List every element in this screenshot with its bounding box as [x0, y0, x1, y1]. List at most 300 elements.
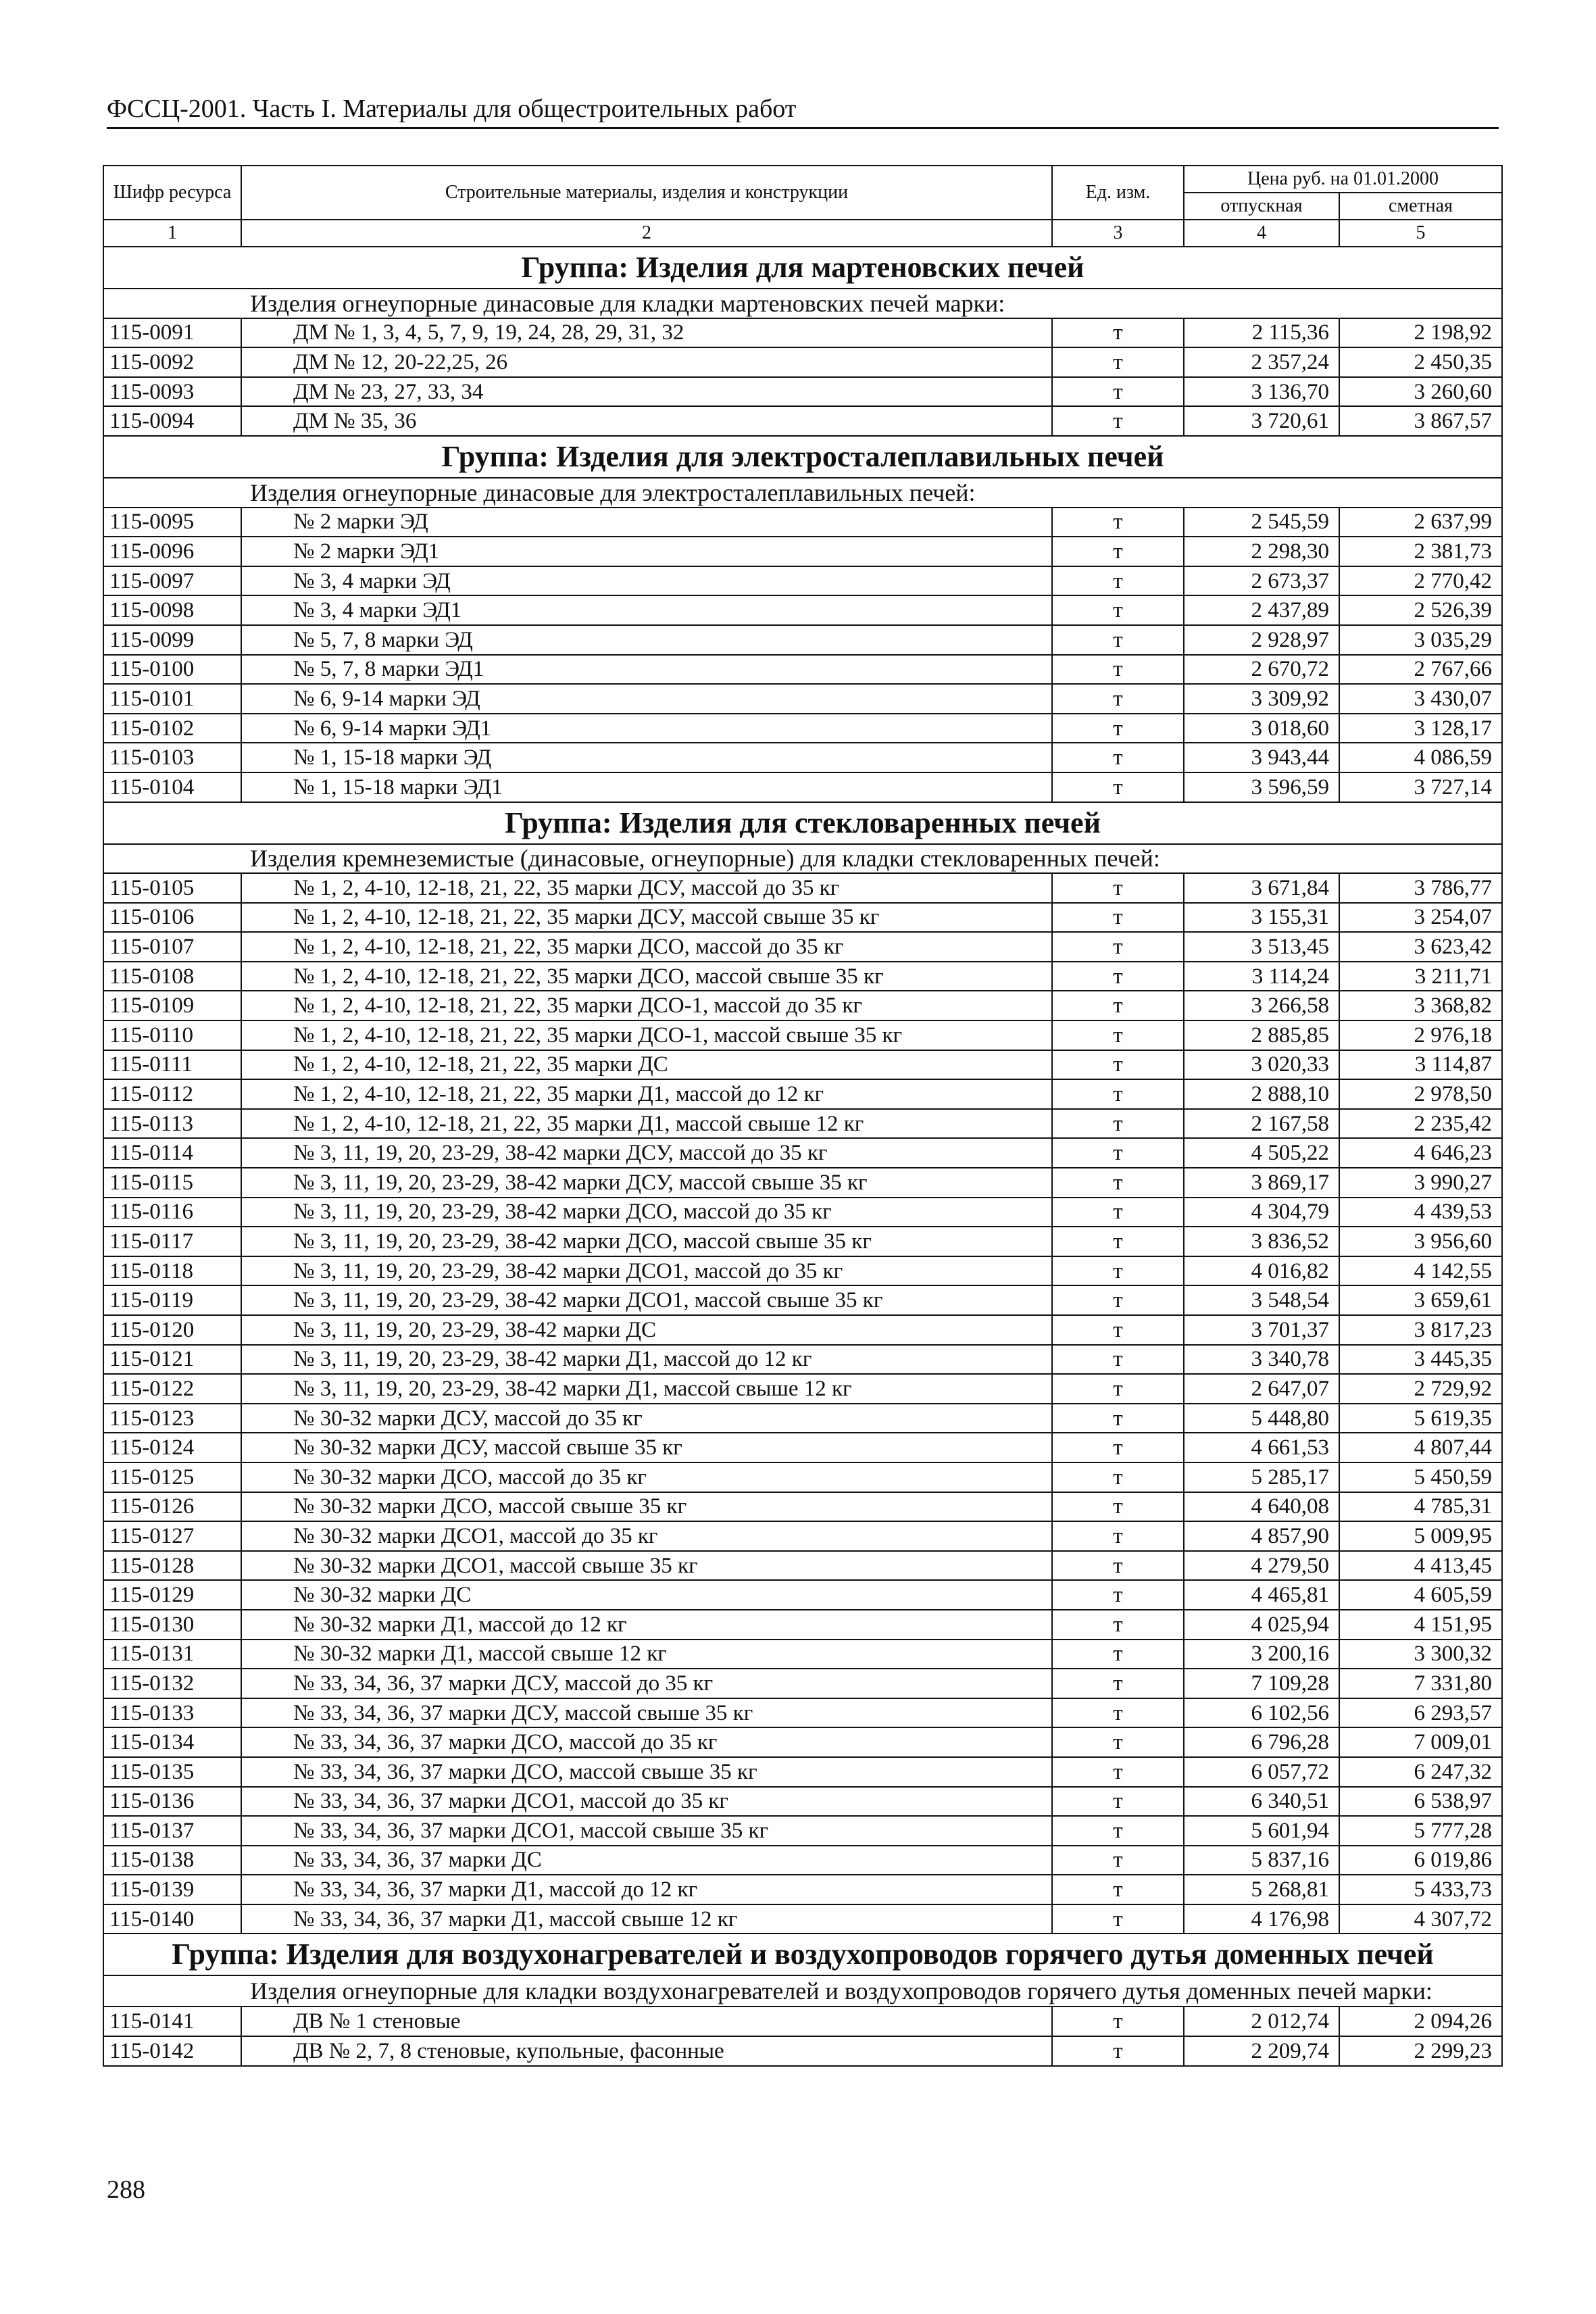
release-price: 2 115,36 — [1184, 318, 1339, 348]
col-header-price: Цена руб. на 01.01.2000 — [1184, 166, 1502, 193]
material-name: № 30-32 марки Д1, массой до 12 кг — [241, 1610, 1052, 1640]
table-row — [103, 684, 1502, 714]
resource-code: 115-0096 — [103, 537, 241, 566]
table-row — [103, 377, 1502, 407]
resource-code: 115-0115 — [103, 1168, 241, 1198]
release-price: 4 661,53 — [1184, 1433, 1339, 1462]
material-name: ДМ № 1, 3, 4, 5, 7, 9, 19, 24, 28, 29, 31, 32 — [241, 318, 1052, 348]
material-name: № 1, 2, 4-10, 12-18, 21, 22, 35 марки Д1, массой свыше 12 кг — [241, 1109, 1052, 1139]
estimate-price: 2 235,42 — [1339, 1109, 1502, 1139]
material-name: № 30-32 марки Д1, массой свыше 12 кг — [241, 1640, 1052, 1669]
release-price: 2 885,85 — [1184, 1020, 1339, 1050]
release-price: 3 513,45 — [1184, 932, 1339, 962]
estimate-price: 5 450,59 — [1339, 1462, 1502, 1492]
unit: т — [1052, 873, 1184, 903]
release-price: 3 869,17 — [1184, 1168, 1339, 1198]
unit: т — [1052, 1374, 1184, 1404]
table-row — [103, 1904, 1502, 1934]
release-price: 2 673,37 — [1184, 566, 1339, 596]
estimate-price: 2 381,73 — [1339, 537, 1502, 566]
table-row — [103, 566, 1502, 596]
release-price: 4 176,98 — [1184, 1904, 1339, 1934]
table-row — [103, 1138, 1502, 1168]
resource-code: 115-0140 — [103, 1904, 241, 1934]
release-price: 5 601,94 — [1184, 1816, 1339, 1846]
unit: т — [1052, 962, 1184, 991]
resource-code: 115-0126 — [103, 1492, 241, 1522]
material-name: № 30-32 марки ДС — [241, 1580, 1052, 1610]
group-subtitle: Изделия огнеупорные для кладки воздухонагревателей и воздухопроводов горячего дутья доменных печей марки: — [103, 1975, 1502, 2007]
table-row — [103, 406, 1502, 436]
unit: т — [1052, 1020, 1184, 1050]
material-name: ДВ № 2, 7, 8 стеновые, купольные, фасонные — [241, 2036, 1052, 2066]
table-row — [103, 1698, 1502, 1728]
material-name: № 33, 34, 36, 37 марки ДСО, массой свыше 35 кг — [241, 1757, 1052, 1787]
estimate-price: 3 035,29 — [1339, 625, 1502, 655]
unit: т — [1052, 1345, 1184, 1375]
group-subtitle: Изделия кремнеземистые (динасовые, огнеупорные) для кладки стекловаренных печей: — [103, 844, 1502, 874]
estimate-price: 3 260,60 — [1339, 377, 1502, 407]
estimate-price: 3 786,77 — [1339, 873, 1502, 903]
table-row — [103, 1168, 1502, 1198]
unit: т — [1052, 1404, 1184, 1433]
estimate-price: 2 767,66 — [1339, 655, 1502, 685]
unit: т — [1052, 625, 1184, 655]
material-name: ДМ № 23, 27, 33, 34 — [241, 377, 1052, 407]
material-name: № 30-32 марки ДСО, массой свыше 35 кг — [241, 1492, 1052, 1522]
material-name: № 33, 34, 36, 37 марки ДСО1, массой до 35 кг — [241, 1787, 1052, 1817]
estimate-price: 2 729,92 — [1339, 1374, 1502, 1404]
group-subtitle-row — [103, 289, 1502, 318]
estimate-price: 4 439,53 — [1339, 1198, 1502, 1227]
group-title-row — [103, 247, 1502, 289]
material-name: № 3, 11, 19, 20, 23-29, 38-42 марки ДСО, массой до 35 кг — [241, 1198, 1052, 1227]
price-table — [103, 165, 1503, 2067]
table-row — [103, 1727, 1502, 1757]
material-name: ДМ № 35, 36 — [241, 406, 1052, 436]
release-price: 2 437,89 — [1184, 595, 1339, 625]
table-row — [103, 625, 1502, 655]
price-table-body — [103, 247, 1502, 2066]
resource-code: 115-0104 — [103, 772, 241, 802]
table-row — [103, 537, 1502, 566]
release-price: 2 670,72 — [1184, 655, 1339, 685]
release-price: 3 720,61 — [1184, 406, 1339, 436]
release-price: 2 647,07 — [1184, 1374, 1339, 1404]
resource-code: 115-0136 — [103, 1787, 241, 1817]
unit: т — [1052, 347, 1184, 377]
resource-code: 115-0128 — [103, 1551, 241, 1581]
table-row — [103, 1285, 1502, 1315]
col-header-code: Шифр ресурса — [103, 166, 241, 220]
table-row — [103, 1640, 1502, 1669]
estimate-price: 3 254,07 — [1339, 903, 1502, 933]
table-row — [103, 1315, 1502, 1345]
material-name: № 5, 7, 8 марки ЭД — [241, 625, 1052, 655]
resource-code: 115-0105 — [103, 873, 241, 903]
release-price: 4 279,50 — [1184, 1551, 1339, 1581]
column-number: 5 — [1339, 220, 1502, 247]
group-subtitle: Изделия огнеупорные динасовые для электросталеплавильных печей: — [103, 478, 1502, 508]
unit: т — [1052, 1050, 1184, 1080]
resource-code: 115-0122 — [103, 1374, 241, 1404]
estimate-price: 3 128,17 — [1339, 714, 1502, 743]
unit: т — [1052, 1904, 1184, 1934]
release-price: 6 057,72 — [1184, 1757, 1339, 1787]
group-subtitle: Изделия огнеупорные динасовые для кладки мартеновских печей марки: — [103, 289, 1502, 318]
group-title-row — [103, 1934, 1502, 1975]
release-price: 2 888,10 — [1184, 1079, 1339, 1109]
unit: т — [1052, 1640, 1184, 1669]
unit: т — [1052, 1787, 1184, 1817]
unit: т — [1052, 903, 1184, 933]
material-name: ДВ № 1 стеновые — [241, 2007, 1052, 2036]
resource-code: 115-0132 — [103, 1669, 241, 1698]
estimate-price: 3 956,60 — [1339, 1227, 1502, 1256]
material-name: № 33, 34, 36, 37 марки ДС — [241, 1846, 1052, 1875]
group-title: Группа: Изделия для электросталеплавильных печей — [103, 436, 1502, 478]
resource-code: 115-0131 — [103, 1640, 241, 1669]
material-name: № 3, 11, 19, 20, 23-29, 38-42 марки ДСУ, массой до 35 кг — [241, 1138, 1052, 1168]
estimate-price: 2 450,35 — [1339, 347, 1502, 377]
unit: т — [1052, 318, 1184, 348]
resource-code: 115-0141 — [103, 2007, 241, 2036]
release-price: 3 943,44 — [1184, 743, 1339, 772]
material-name: № 3, 11, 19, 20, 23-29, 38-42 марки ДСО1, массой свыше 35 кг — [241, 1285, 1052, 1315]
table-row — [103, 873, 1502, 903]
resource-code: 115-0097 — [103, 566, 241, 596]
group-subtitle-row — [103, 1975, 1502, 2007]
table-row — [103, 347, 1502, 377]
estimate-price: 2 094,26 — [1339, 2007, 1502, 2036]
release-price: 3 340,78 — [1184, 1345, 1339, 1375]
table-row — [103, 1079, 1502, 1109]
unit: т — [1052, 1227, 1184, 1256]
release-price: 2 357,24 — [1184, 347, 1339, 377]
material-name: № 1, 15-18 марки ЭД1 — [241, 772, 1052, 802]
unit: т — [1052, 1109, 1184, 1139]
release-price: 5 837,16 — [1184, 1846, 1339, 1875]
unit: т — [1052, 2036, 1184, 2066]
unit: т — [1052, 1521, 1184, 1551]
estimate-price: 3 727,14 — [1339, 772, 1502, 802]
resource-code: 115-0123 — [103, 1404, 241, 1433]
material-name: № 5, 7, 8 марки ЭД1 — [241, 655, 1052, 685]
resource-code: 115-0124 — [103, 1433, 241, 1462]
running-header: ФССЦ-2001. Часть I. Материалы для общестроительных работ — [107, 93, 1499, 129]
release-price: 6 340,51 — [1184, 1787, 1339, 1817]
material-name: № 3, 4 марки ЭД — [241, 566, 1052, 596]
unit: т — [1052, 595, 1184, 625]
release-price: 3 836,52 — [1184, 1227, 1339, 1256]
estimate-price: 3 817,23 — [1339, 1315, 1502, 1345]
material-name: № 1, 15-18 марки ЭД — [241, 743, 1052, 772]
estimate-price: 6 293,57 — [1339, 1698, 1502, 1728]
resource-code: 115-0120 — [103, 1315, 241, 1345]
unit: т — [1052, 743, 1184, 772]
resource-code: 115-0134 — [103, 1727, 241, 1757]
resource-code: 115-0138 — [103, 1846, 241, 1875]
column-number: 4 — [1184, 220, 1339, 247]
resource-code: 115-0130 — [103, 1610, 241, 1640]
unit: т — [1052, 508, 1184, 537]
resource-code: 115-0113 — [103, 1109, 241, 1139]
estimate-price: 3 211,71 — [1339, 962, 1502, 991]
table-row — [103, 595, 1502, 625]
resource-code: 115-0093 — [103, 377, 241, 407]
estimate-price: 2 770,42 — [1339, 566, 1502, 596]
unit: т — [1052, 566, 1184, 596]
release-price: 3 155,31 — [1184, 903, 1339, 933]
resource-code: 115-0117 — [103, 1227, 241, 1256]
table-row — [103, 1492, 1502, 1522]
table-row — [103, 1787, 1502, 1817]
material-name: № 2 марки ЭД — [241, 508, 1052, 537]
table-row — [103, 903, 1502, 933]
resource-code: 115-0129 — [103, 1580, 241, 1610]
resource-code: 115-0119 — [103, 1285, 241, 1315]
group-title-row — [103, 436, 1502, 478]
resource-code: 115-0109 — [103, 991, 241, 1020]
unit: т — [1052, 655, 1184, 685]
resource-code: 115-0133 — [103, 1698, 241, 1728]
estimate-price: 3 368,82 — [1339, 991, 1502, 1020]
resource-code: 115-0095 — [103, 508, 241, 537]
release-price: 4 465,81 — [1184, 1580, 1339, 1610]
material-name: № 33, 34, 36, 37 марки Д1, массой до 12 кг — [241, 1875, 1052, 1904]
unit: т — [1052, 1138, 1184, 1168]
table-row — [103, 1580, 1502, 1610]
estimate-price: 4 151,95 — [1339, 1610, 1502, 1640]
estimate-price: 7 009,01 — [1339, 1727, 1502, 1757]
col-header-release: отпускная — [1184, 193, 1339, 220]
unit: т — [1052, 1492, 1184, 1522]
release-price: 4 640,08 — [1184, 1492, 1339, 1522]
resource-code: 115-0102 — [103, 714, 241, 743]
material-name: № 3, 11, 19, 20, 23-29, 38-42 марки Д1, массой до 12 кг — [241, 1345, 1052, 1375]
release-price: 2 012,74 — [1184, 2007, 1339, 2036]
table-row — [103, 1256, 1502, 1286]
table-row — [103, 1610, 1502, 1640]
table-row — [103, 991, 1502, 1020]
table-row — [103, 2036, 1502, 2066]
unit: т — [1052, 1727, 1184, 1757]
estimate-price: 4 807,44 — [1339, 1433, 1502, 1462]
estimate-price: 2 198,92 — [1339, 318, 1502, 348]
column-number: 3 — [1052, 220, 1184, 247]
estimate-price: 4 142,55 — [1339, 1256, 1502, 1286]
estimate-price: 2 637,99 — [1339, 508, 1502, 537]
resource-code: 115-0116 — [103, 1198, 241, 1227]
unit: т — [1052, 1462, 1184, 1492]
material-name: № 30-32 марки ДСО1, массой до 35 кг — [241, 1521, 1052, 1551]
unit: т — [1052, 1433, 1184, 1462]
table-row — [103, 772, 1502, 802]
unit: т — [1052, 1198, 1184, 1227]
resource-code: 115-0137 — [103, 1816, 241, 1846]
estimate-price: 3 990,27 — [1339, 1168, 1502, 1198]
group-title: Группа: Изделия для стекловаренных печей — [103, 802, 1502, 844]
table-row — [103, 1404, 1502, 1433]
table-row — [103, 1462, 1502, 1492]
table-row — [103, 1109, 1502, 1139]
table-row — [103, 1757, 1502, 1787]
resource-code: 115-0125 — [103, 1462, 241, 1492]
material-name: № 1, 2, 4-10, 12-18, 21, 22, 35 марки ДС — [241, 1050, 1052, 1080]
release-price: 3 701,37 — [1184, 1315, 1339, 1345]
estimate-price: 3 300,32 — [1339, 1640, 1502, 1669]
table-row — [103, 1374, 1502, 1404]
release-price: 3 548,54 — [1184, 1285, 1339, 1315]
material-name: № 33, 34, 36, 37 марки ДСО, массой до 35 кг — [241, 1727, 1052, 1757]
resource-code: 115-0091 — [103, 318, 241, 348]
unit: т — [1052, 406, 1184, 436]
table-row — [103, 1875, 1502, 1904]
unit: т — [1052, 1580, 1184, 1610]
estimate-price: 4 413,45 — [1339, 1551, 1502, 1581]
resource-code: 115-0127 — [103, 1521, 241, 1551]
unit: т — [1052, 1757, 1184, 1787]
unit: т — [1052, 2007, 1184, 2036]
resource-code: 115-0111 — [103, 1050, 241, 1080]
table-row — [103, 1345, 1502, 1375]
resource-code: 115-0118 — [103, 1256, 241, 1286]
table-row — [103, 318, 1502, 348]
release-price: 3 309,92 — [1184, 684, 1339, 714]
release-price: 3 136,70 — [1184, 377, 1339, 407]
release-price: 3 266,58 — [1184, 991, 1339, 1020]
release-price: 5 268,81 — [1184, 1875, 1339, 1904]
release-price: 4 025,94 — [1184, 1610, 1339, 1640]
table-row — [103, 1050, 1502, 1080]
resource-code: 115-0103 — [103, 743, 241, 772]
estimate-price: 4 646,23 — [1339, 1138, 1502, 1168]
material-name: № 1, 2, 4-10, 12-18, 21, 22, 35 марки ДСУ, массой свыше 35 кг — [241, 903, 1052, 933]
release-price: 6 102,56 — [1184, 1698, 1339, 1728]
release-price: 2 928,97 — [1184, 625, 1339, 655]
resource-code: 115-0106 — [103, 903, 241, 933]
material-name: № 3, 11, 19, 20, 23-29, 38-42 марки Д1, массой свыше 12 кг — [241, 1374, 1052, 1404]
estimate-price: 4 785,31 — [1339, 1492, 1502, 1522]
resource-code: 115-0142 — [103, 2036, 241, 2066]
estimate-price: 7 331,80 — [1339, 1669, 1502, 1698]
table-row — [103, 1227, 1502, 1256]
col-header-unit: Ед. изм. — [1052, 166, 1184, 220]
material-name: № 3, 11, 19, 20, 23-29, 38-42 марки ДСУ, массой свыше 35 кг — [241, 1168, 1052, 1198]
resource-code: 115-0110 — [103, 1020, 241, 1050]
estimate-price: 3 623,42 — [1339, 932, 1502, 962]
material-name: № 1, 2, 4-10, 12-18, 21, 22, 35 марки ДСУ, массой до 35 кг — [241, 873, 1052, 903]
resource-code: 115-0098 — [103, 595, 241, 625]
column-number: 2 — [241, 220, 1052, 247]
table-row — [103, 932, 1502, 962]
unit: т — [1052, 1669, 1184, 1698]
estimate-price: 4 307,72 — [1339, 1904, 1502, 1934]
resource-code: 115-0099 — [103, 625, 241, 655]
table-row — [103, 714, 1502, 743]
release-price: 6 796,28 — [1184, 1727, 1339, 1757]
unit: т — [1052, 1610, 1184, 1640]
group-subtitle-row — [103, 478, 1502, 508]
release-price: 7 109,28 — [1184, 1669, 1339, 1698]
table-row — [103, 962, 1502, 991]
resource-code: 115-0112 — [103, 1079, 241, 1109]
unit: т — [1052, 537, 1184, 566]
release-price: 3 200,16 — [1184, 1640, 1339, 1669]
material-name: № 30-32 марки ДСО1, массой свыше 35 кг — [241, 1551, 1052, 1581]
release-price: 4 505,22 — [1184, 1138, 1339, 1168]
col-header-estimate: сметная — [1339, 193, 1502, 220]
table-row — [103, 1669, 1502, 1698]
resource-code: 115-0107 — [103, 932, 241, 962]
material-name: № 2 марки ЭД1 — [241, 537, 1052, 566]
table-row — [103, 1198, 1502, 1227]
unit: т — [1052, 991, 1184, 1020]
material-name: № 6, 9-14 марки ЭД — [241, 684, 1052, 714]
unit: т — [1052, 1698, 1184, 1728]
release-price: 5 448,80 — [1184, 1404, 1339, 1433]
release-price: 3 018,60 — [1184, 714, 1339, 743]
unit: т — [1052, 377, 1184, 407]
material-name: № 33, 34, 36, 37 марки ДСУ, массой до 35 кг — [241, 1669, 1052, 1698]
material-name: № 33, 34, 36, 37 марки Д1, массой свыше 12 кг — [241, 1904, 1052, 1934]
release-price: 3 020,33 — [1184, 1050, 1339, 1080]
estimate-price: 4 605,59 — [1339, 1580, 1502, 1610]
unit: т — [1052, 1816, 1184, 1846]
resource-code: 115-0101 — [103, 684, 241, 714]
unit: т — [1052, 714, 1184, 743]
resource-code: 115-0108 — [103, 962, 241, 991]
material-name: № 30-32 марки ДСО, массой до 35 кг — [241, 1462, 1052, 1492]
unit: т — [1052, 1875, 1184, 1904]
column-number: 1 — [103, 220, 241, 247]
resource-code: 115-0114 — [103, 1138, 241, 1168]
release-price: 2 167,58 — [1184, 1109, 1339, 1139]
table-row — [103, 1551, 1502, 1581]
resource-code: 115-0092 — [103, 347, 241, 377]
page-number: 288 — [107, 2175, 145, 2204]
unit: т — [1052, 1168, 1184, 1198]
material-name: № 30-32 марки ДСУ, массой до 35 кг — [241, 1404, 1052, 1433]
col-header-name: Строительные материалы, изделия и конструкции — [241, 166, 1052, 220]
column-number-row — [103, 220, 1502, 247]
release-price: 2 298,30 — [1184, 537, 1339, 566]
resource-code: 115-0135 — [103, 1757, 241, 1787]
release-price: 3 114,24 — [1184, 962, 1339, 991]
material-name: № 1, 2, 4-10, 12-18, 21, 22, 35 марки ДСО-1, массой свыше 35 кг — [241, 1020, 1052, 1050]
release-price: 3 596,59 — [1184, 772, 1339, 802]
unit: т — [1052, 1315, 1184, 1345]
estimate-price: 2 299,23 — [1339, 2036, 1502, 2066]
table-row — [103, 1433, 1502, 1462]
estimate-price: 5 777,28 — [1339, 1816, 1502, 1846]
material-name: № 33, 34, 36, 37 марки ДСУ, массой свыше 35 кг — [241, 1698, 1052, 1728]
material-name: № 3, 4 марки ЭД1 — [241, 595, 1052, 625]
resource-code: 115-0094 — [103, 406, 241, 436]
material-name: № 3, 11, 19, 20, 23-29, 38-42 марки ДСО, массой свыше 35 кг — [241, 1227, 1052, 1256]
estimate-price: 6 247,32 — [1339, 1757, 1502, 1787]
table-row — [103, 2007, 1502, 2036]
material-name: № 1, 2, 4-10, 12-18, 21, 22, 35 марки Д1, массой до 12 кг — [241, 1079, 1052, 1109]
unit: т — [1052, 772, 1184, 802]
estimate-price: 5 433,73 — [1339, 1875, 1502, 1904]
material-name: № 1, 2, 4-10, 12-18, 21, 22, 35 марки ДСО, массой до 35 кг — [241, 932, 1052, 962]
group-title: Группа: Изделия для мартеновских печей — [103, 247, 1502, 289]
release-price: 4 304,79 — [1184, 1198, 1339, 1227]
estimate-price: 3 445,35 — [1339, 1345, 1502, 1375]
unit: т — [1052, 932, 1184, 962]
group-title-row — [103, 802, 1502, 844]
